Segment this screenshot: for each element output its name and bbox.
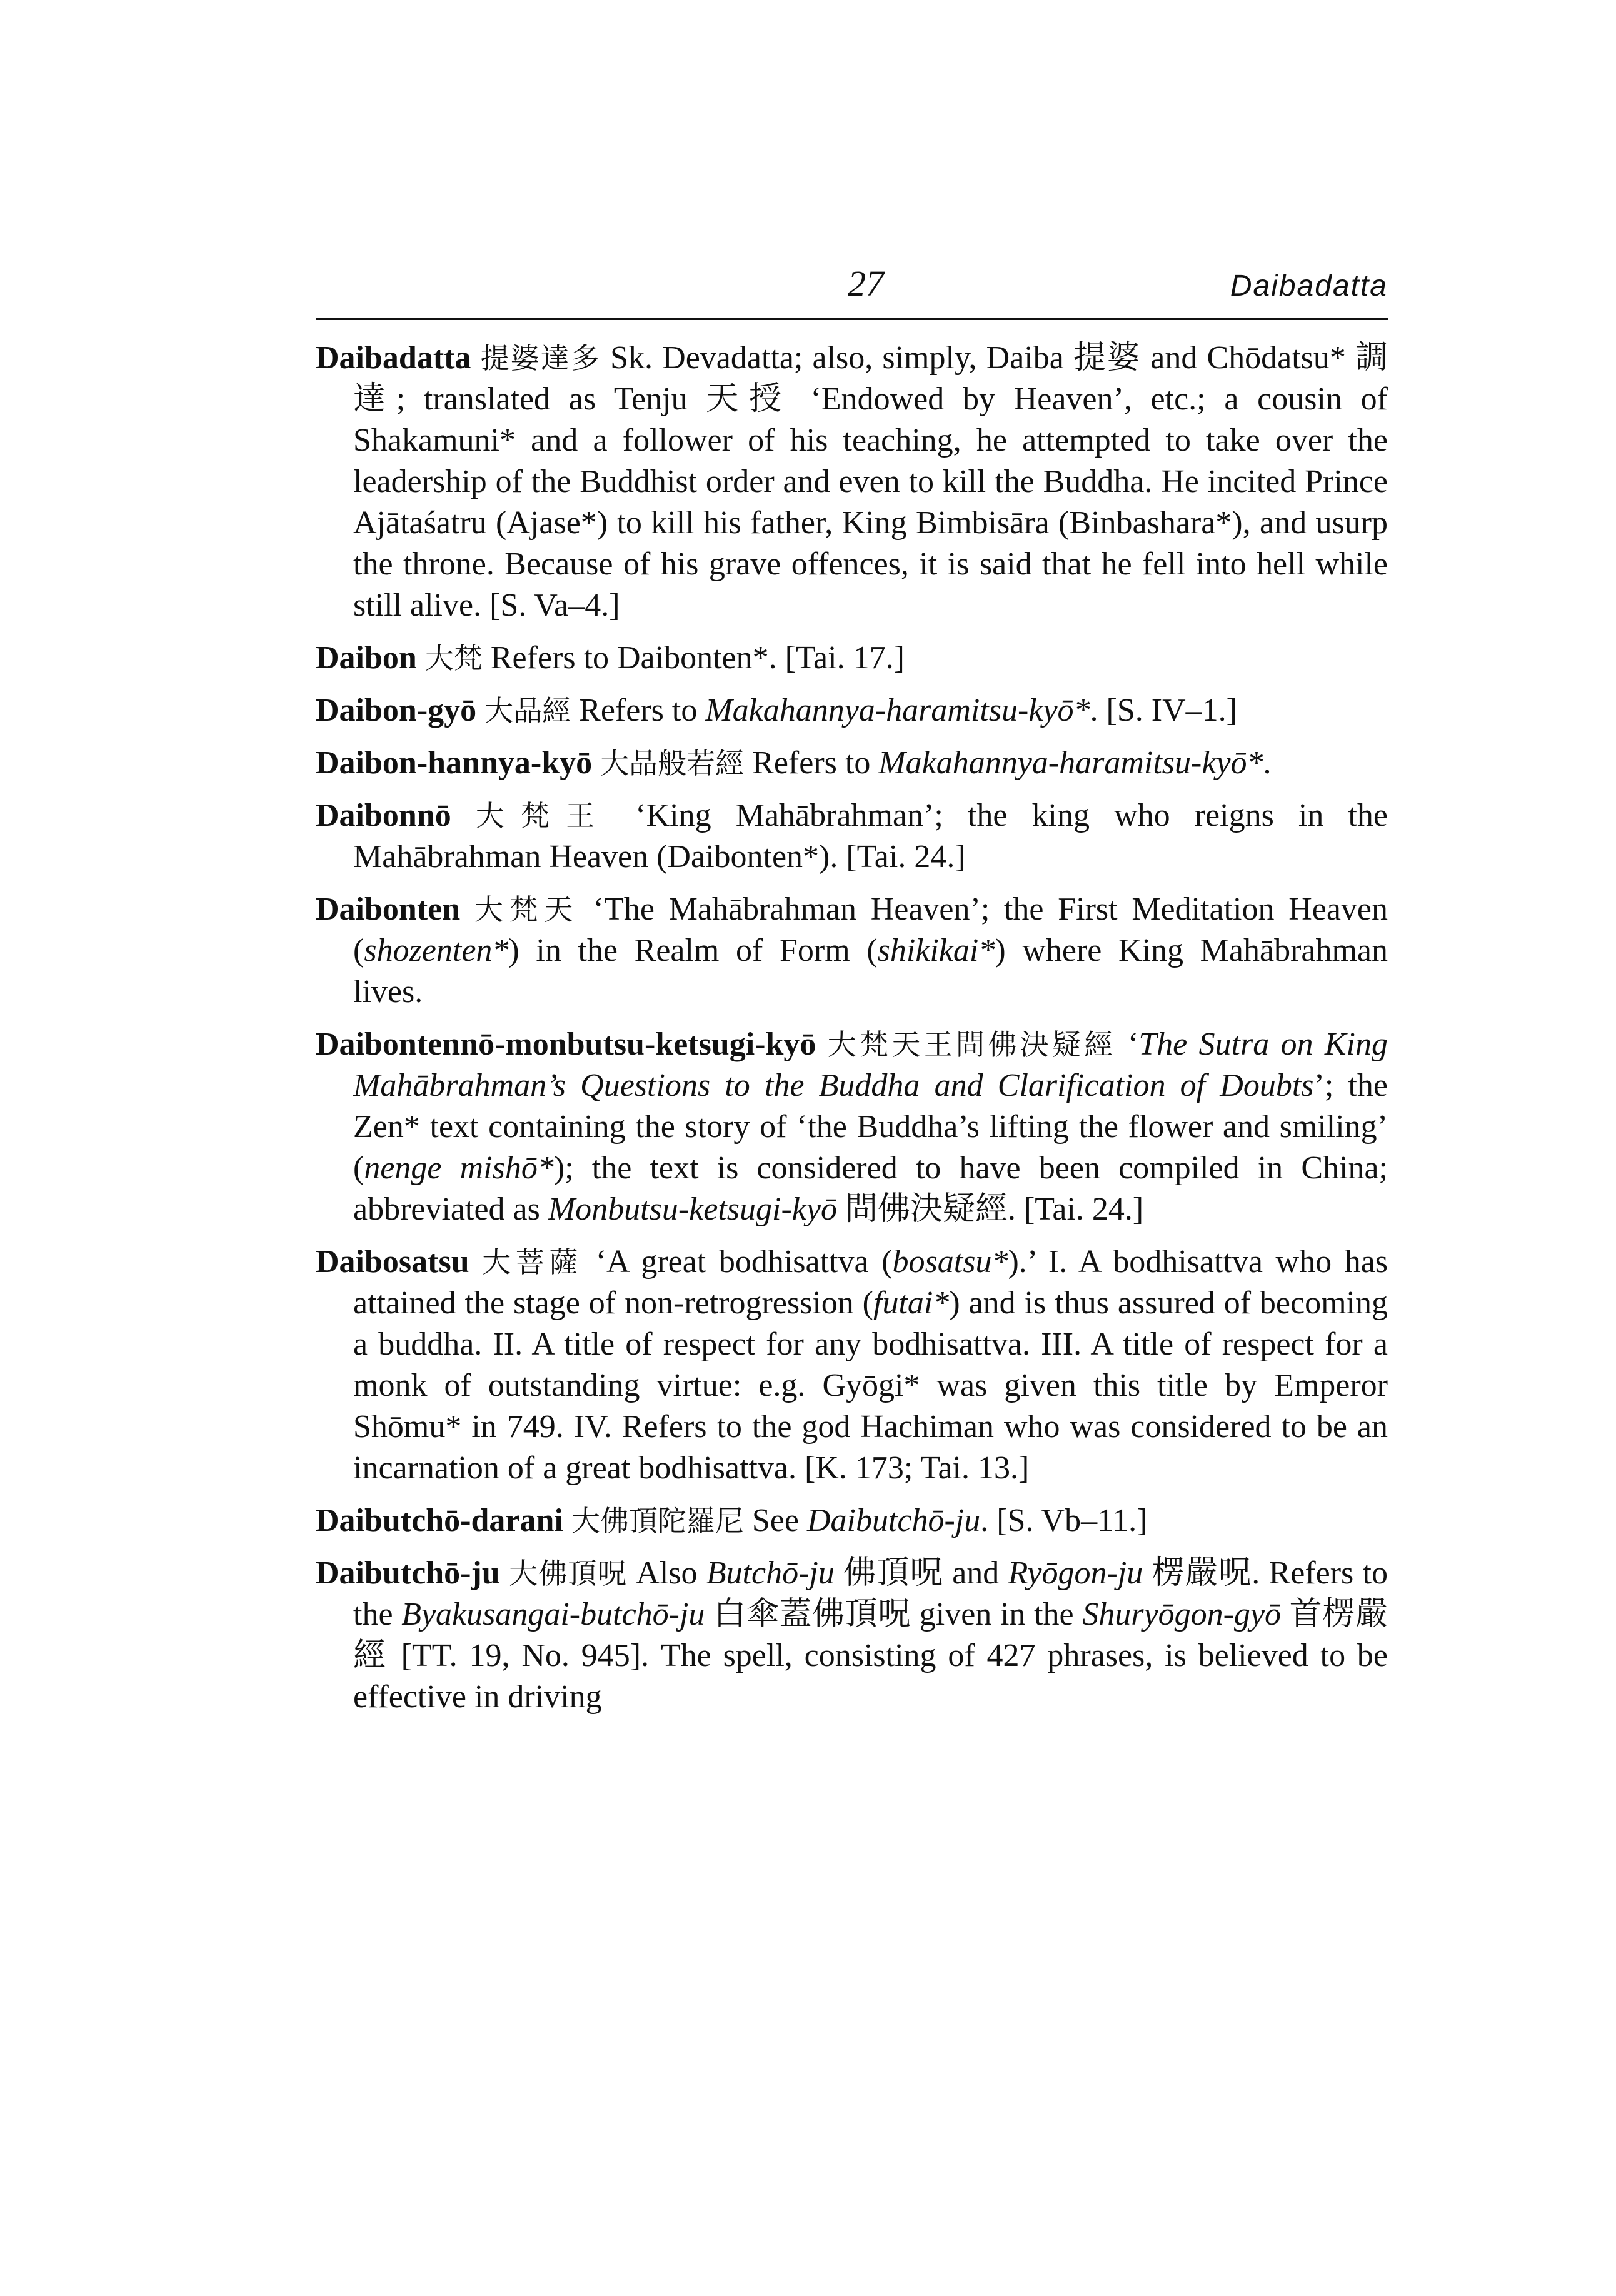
italic-term: shozenten* xyxy=(364,933,509,968)
entry-daibutcho-darani xyxy=(316,1500,1388,1542)
definition: Sk. Devadatta; also, simply, Daiba 提婆 and Chōdatsu* 調達; translated as Tenju 天授 ‘Endowed by Heaven’, etc.; a cousin of Shakamuni* and a follower of his teaching, he attempted to take over the leadership of the Buddhist order and even to kill the Buddha. He incited Prince Ajātaśatru (Ajase*) to kill his father, King Bimbisāra (Binbashara*), and usurp the throne. Because of his grave offences, it is said that he fell into hell while still alive. [S. Va–4.] xyxy=(353,340,1388,623)
kanji: 大梵天王問佛決疑經 xyxy=(827,1028,1117,1061)
definition-text: 問佛決疑經. [Tai. 24.] xyxy=(836,1191,1144,1227)
definition-text: . xyxy=(1263,745,1272,781)
definition-text: ) in the Realm of Form ( xyxy=(508,933,878,968)
cross-reference: Makahannya-haramitsu-kyō* xyxy=(878,745,1263,781)
definition-text: 楞嚴呪. Refers to the xyxy=(353,1555,1388,1632)
entry-daibonten xyxy=(316,889,1388,1013)
italic-term: Byakusangai-butchō-ju xyxy=(401,1597,705,1632)
definition-text: Also xyxy=(627,1555,706,1591)
definition-text: . [S. Vb–11.] xyxy=(980,1503,1148,1538)
definition-text: Refers to xyxy=(571,693,706,728)
cross-reference: Makahannya-haramitsu-kyō* xyxy=(705,693,1090,728)
headword: Daibosatsu xyxy=(316,1244,469,1280)
italic-title: The Sutra on King Mahābrahman’s Questions to the Buddha and Clarification of Doubts xyxy=(353,1026,1388,1103)
italic-term: nenge mishō* xyxy=(364,1150,554,1186)
header-rule xyxy=(316,318,1388,320)
definition-text: ‘A great bodhisattva ( xyxy=(583,1244,893,1280)
italic-term: futai* xyxy=(873,1285,950,1321)
definition-text: 白傘蓋佛頂呪 given in the xyxy=(705,1597,1083,1632)
entry-daibontenno-monbutsu-ketsugi-kyo xyxy=(316,1024,1388,1230)
headword: Daibonten xyxy=(316,891,461,927)
entry-daibonno xyxy=(316,795,1388,878)
italic-term: Butchō-ju xyxy=(706,1555,835,1591)
kanji: 大佛頂呪 xyxy=(508,1557,628,1590)
kanji: 大佛頂陀羅尼 xyxy=(571,1504,744,1538)
kanji: 大品般若經 xyxy=(600,746,745,780)
kanji: 大梵天 xyxy=(474,893,580,926)
headword: Daibadatta xyxy=(316,340,471,376)
headword: Daibon-gyō xyxy=(316,693,477,728)
definition: ‘King Mahābrahman’; the king who reigns in the Mahābrahman Heaven (Daibonten*). [Tai. 24.] xyxy=(353,798,1388,875)
definition-text: ).’ I. A bodhisattva who has attained the stage of non-retrogression ( xyxy=(353,1244,1388,1321)
kanji: 大梵 xyxy=(424,641,483,675)
headword: Daibon xyxy=(316,640,417,676)
definition-text: See xyxy=(743,1503,807,1538)
entry-daibadatta xyxy=(316,338,1388,626)
page-header xyxy=(316,263,1388,313)
kanji: 大品經 xyxy=(484,694,571,728)
italic-term: Ryōgon-ju xyxy=(1008,1555,1143,1591)
definition-text: ); the text is considered to have been compiled in China; abbreviated as xyxy=(353,1150,1388,1227)
italic-term: shikikai* xyxy=(877,933,995,968)
italic-term: Monbutsu-ketsugi-kyō xyxy=(548,1191,837,1227)
headword: Daibutchō-darani xyxy=(316,1503,563,1538)
cross-reference: Daibutchō-ju xyxy=(806,1503,981,1538)
kanji: 大菩薩 xyxy=(482,1245,583,1279)
definition-text: ) and is thus assured of becoming a buddha. II. A title of respect for any bodhisattva. III. A title of respect for a monk of outstanding virtue: e.g. Gyōgi* was given this title by Emperor Shōmu* in 749. IV. Refers to the god Hachiman who was considered to be an incarnation of a great bodhisattva. [K. 173; Tai. 13.] xyxy=(353,1285,1388,1486)
italic-term: bosatsu* xyxy=(892,1244,1008,1280)
entry-daibon-hannya-kyo xyxy=(316,743,1388,784)
italic-term: Shuryōgon-gyō xyxy=(1082,1597,1281,1632)
definition-text: 佛頂呪 and xyxy=(834,1555,1008,1591)
kanji: 提婆達多 xyxy=(480,341,601,375)
running-head: Daibadatta xyxy=(1230,269,1388,303)
kanji: 大梵王 xyxy=(475,799,611,833)
entry-daibon-gyo xyxy=(316,690,1388,731)
headword: Daibontennō-monbutsu-ketsugi-kyō xyxy=(316,1026,816,1062)
entry-daibon xyxy=(316,638,1388,679)
definition-text: ) where King Mahābrahman lives. xyxy=(353,933,1388,1010)
headword: Daibon-hannya-kyō xyxy=(316,745,593,781)
entry-daibutcho-ju xyxy=(316,1553,1388,1718)
definition-text: ‘ xyxy=(1116,1026,1139,1062)
definition-text: ’; the Zen* text containing the story of ‘the Buddha’s lifting the flower and smiling’ ( xyxy=(353,1068,1388,1186)
definition-text: Refers to xyxy=(744,745,879,781)
page-number: 27 xyxy=(848,263,884,304)
headword: Daibutchō-ju xyxy=(316,1555,500,1591)
definition-text: . [S. IV–1.] xyxy=(1090,693,1237,728)
definition: Refers to Daibonten*. [Tai. 17.] xyxy=(482,640,905,676)
entry-daibosatsu xyxy=(316,1241,1388,1489)
dictionary-entries xyxy=(316,338,1388,1729)
definition-text: 首楞嚴經 [TT. 19, No. 945]. The spell, consisting of 427 phrases, is believed to be effective in driving xyxy=(353,1597,1388,1715)
definition-text: ‘The Mahābrahman Heaven’; the First Meditation Heaven ( xyxy=(353,891,1388,968)
headword: Daibonnō xyxy=(316,798,451,833)
